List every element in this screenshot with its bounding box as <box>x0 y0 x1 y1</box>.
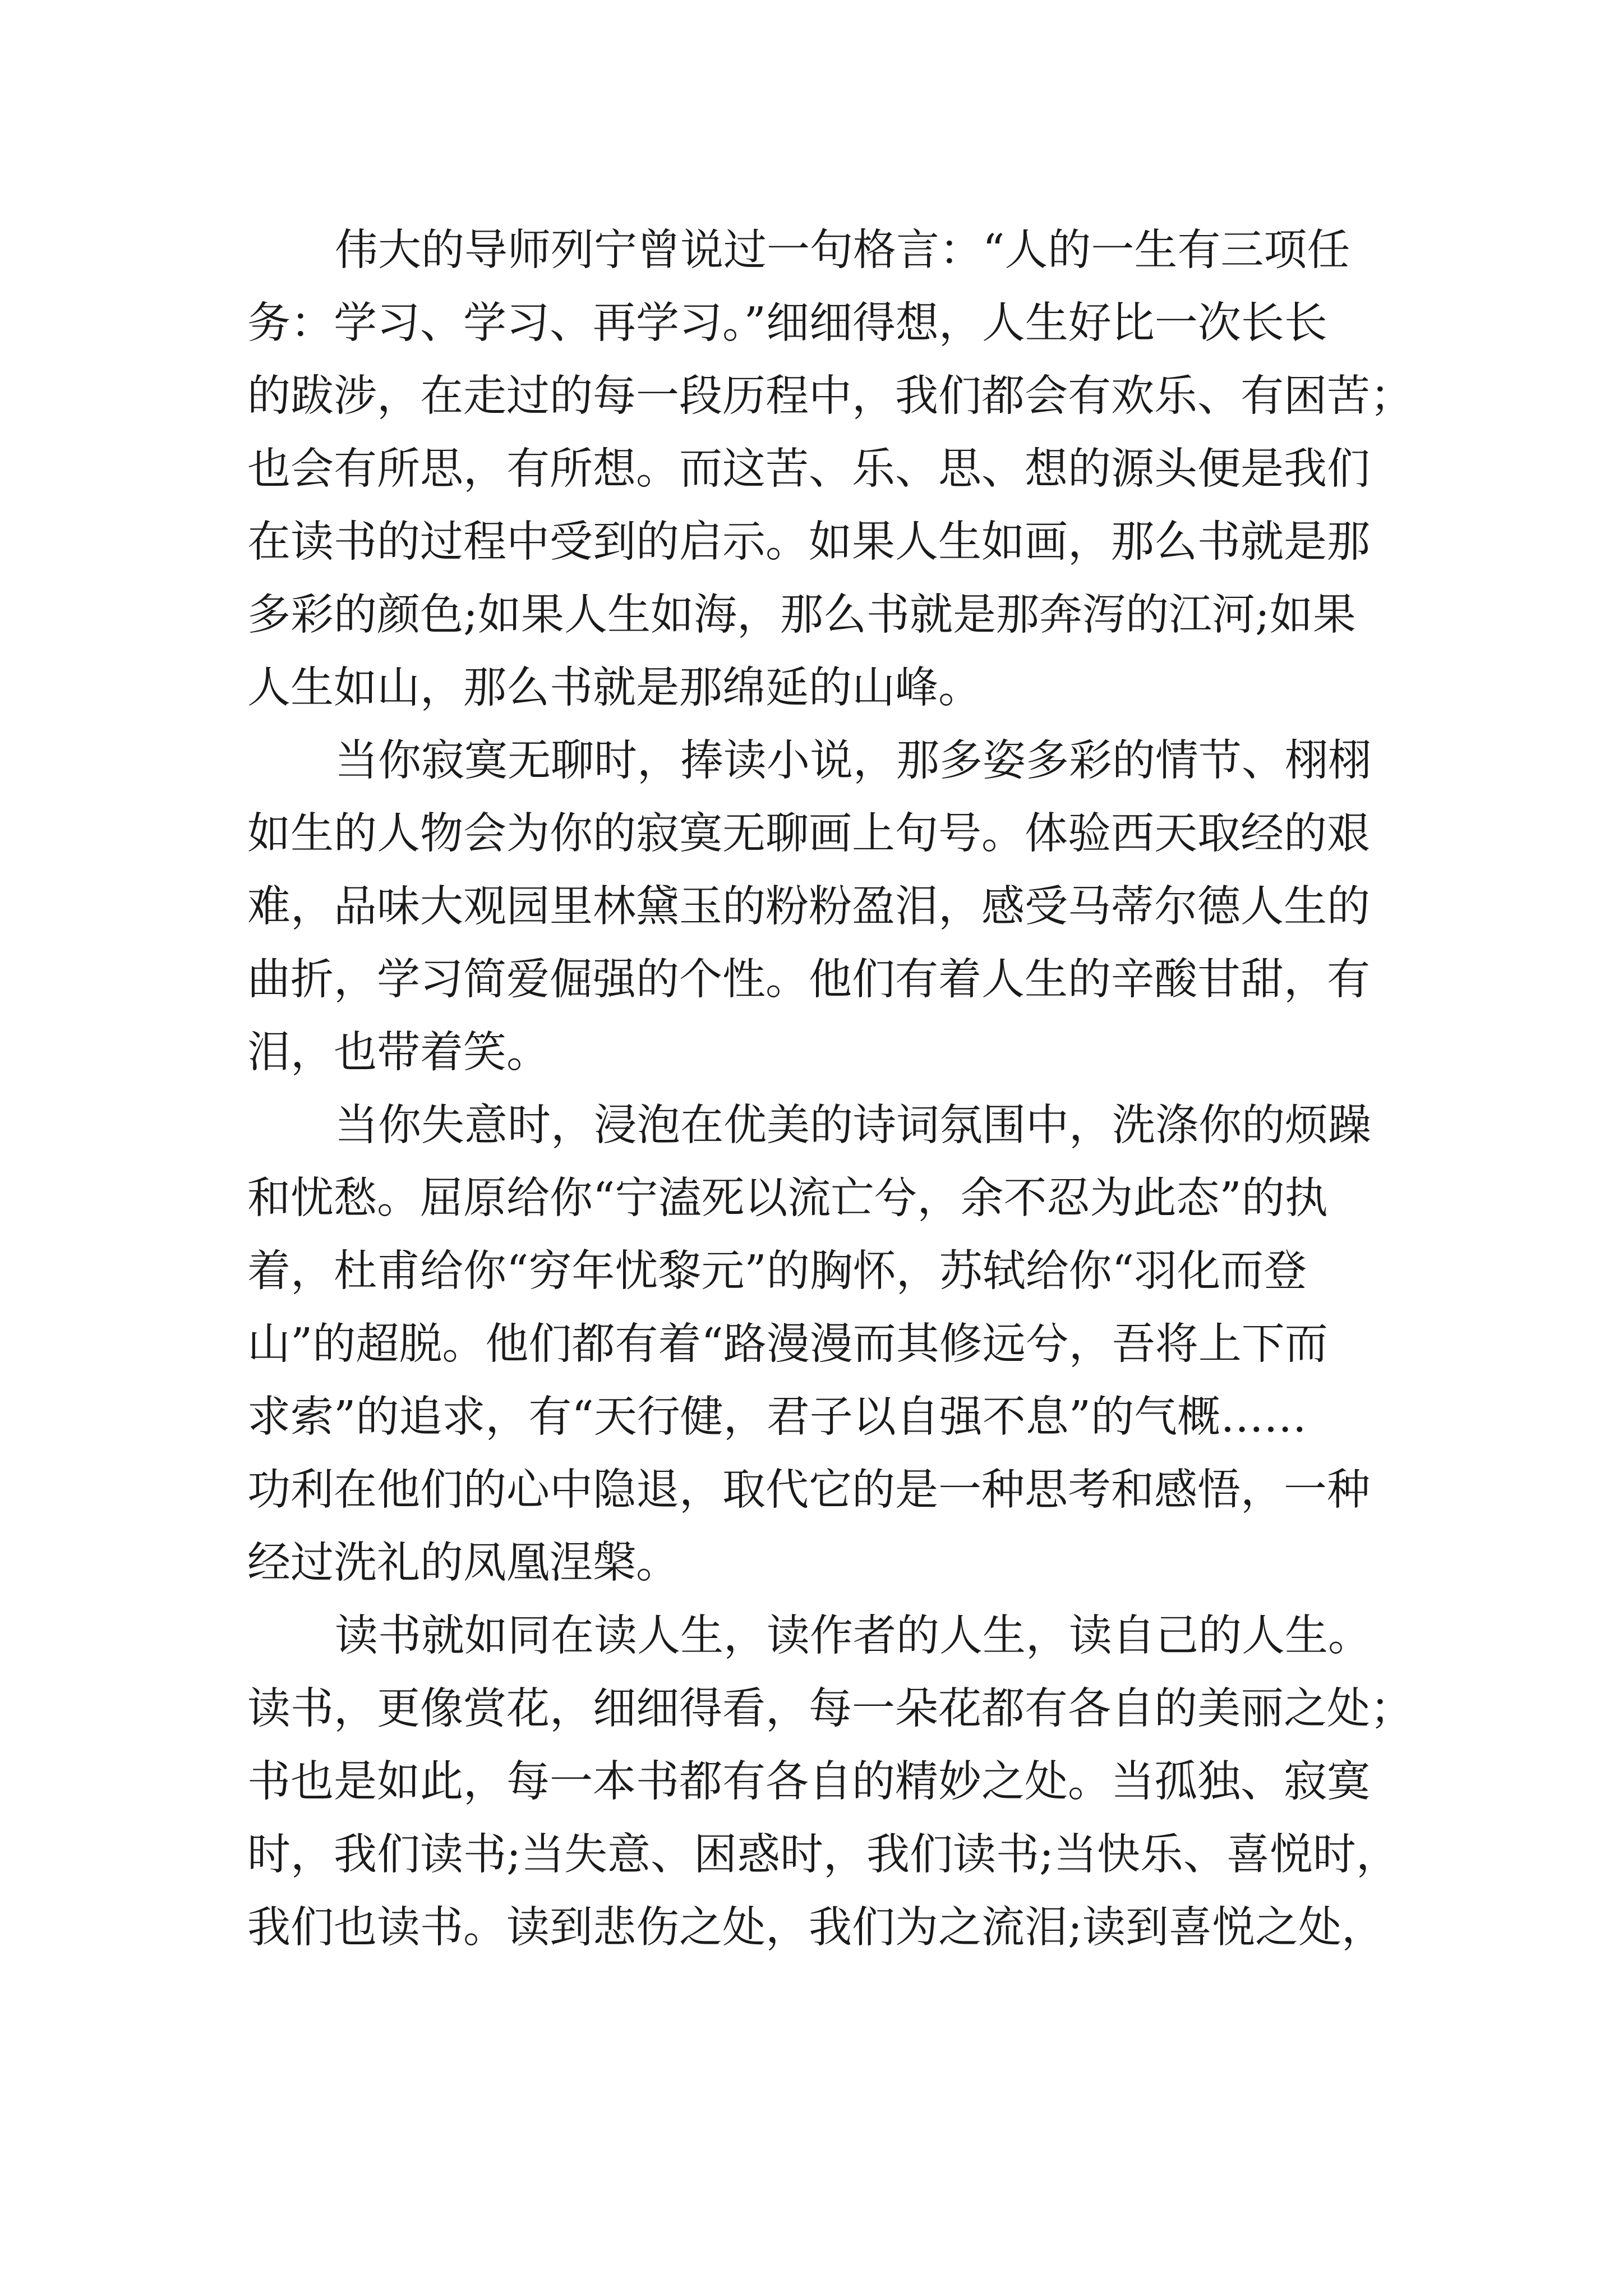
text-line: 功利在他们的心中隐退，取代它的是一种思考和感悟，一种 <box>247 1465 1370 1515</box>
text-line: 伟大的导师列宁曾说过一句格言：“人的一生有三项任 <box>335 226 1350 275</box>
text-line: 和忧愁。屈原给你“宁溘死以流亡兮，余不忍为此态”的执 <box>247 1174 1328 1223</box>
text-line: 当你失意时，浸泡在优美的诗词氛围中，洗涤你的烦躁 <box>335 1101 1371 1151</box>
text-line: 难，品味大观园里林黛玉的粉粉盈泪，感受马蒂尔德人生的 <box>247 882 1370 932</box>
text-line: 经过洗礼的凤凰涅槃。 <box>247 1538 679 1588</box>
text-line: 着，杜甫给你“穷年忧黎元”的胸怀，苏轼给你“羽化而登 <box>247 1246 1307 1296</box>
text-line: 也会有所思，有所想。而这苦、乐、思、想的源头便是我们 <box>247 444 1370 494</box>
text-line: 求索”的追求，有“天行健，君子以自强不息”的气概…… <box>247 1392 1307 1442</box>
text-line: 读书就如同在读人生，读作者的人生，读自己的人生。 <box>335 1611 1371 1661</box>
text-line: 人生如山，那么书就是那绵延的山峰。 <box>247 663 981 713</box>
paragraph-1 <box>247 214 1413 725</box>
text-line: 多彩的颜色;如果人生如海，那么书就是那奔泻的江河;如果 <box>247 590 1356 640</box>
text-line: 如生的人物会为你的寂寞无聊画上句号。体验西天取经的艰 <box>247 809 1370 859</box>
text-line: 读书，更像赏花，细细得看，每一朵花都有各自的美丽之处； <box>247 1684 1413 1734</box>
text-line: 的跋涉，在走过的每一段历程中，我们都会有欢乐、有困苦； <box>247 371 1413 421</box>
text-line: 当你寂寞无聊时，捧读小说，那多姿多彩的情节、栩栩 <box>335 736 1371 786</box>
text-line: 泪，也带着笑。 <box>247 1028 550 1078</box>
paragraph-4 <box>247 1600 1413 1964</box>
text-line: 在读书的过程中受到的启示。如果人生如画，那么书就是那 <box>247 517 1370 567</box>
document-body <box>247 214 1413 1964</box>
text-line: 务：学习、学习、再学习。”细细得想，人生好比一次长长 <box>247 298 1327 348</box>
text-line: 曲折，学习简爱倔强的个性。他们有着人生的辛酸甘甜，有 <box>247 955 1370 1005</box>
text-line: 时，我们读书;当失意、困惑时，我们读书;当快乐、喜悦时， <box>247 1830 1399 1880</box>
text-line: 书也是如此，每一本书都有各自的精妙之处。当孤独、寂寞 <box>247 1757 1370 1807</box>
text-line: 山”的超脱。他们都有着“路漫漫而其修远兮，吾将上下而 <box>247 1319 1328 1369</box>
paragraph-3 <box>247 1089 1380 1600</box>
paragraph-2 <box>247 725 1380 1089</box>
text-line: 我们也读书。读到悲伤之处，我们为之流泪;读到喜悦之处， <box>247 1903 1385 1953</box>
